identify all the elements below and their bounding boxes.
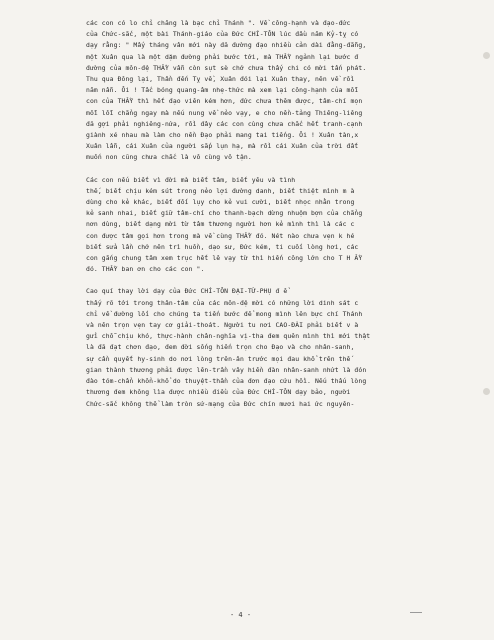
text-line: kẻ sanh nhai, biết giữ tâm-chí cho thanh-bạch dừng nhuộm bợn của chẳng [86, 209, 363, 218]
punch-hole-top [483, 52, 490, 59]
paragraph-2 [86, 175, 472, 276]
text-line: gian thành thương phải được lên-trần vây hiền đàn nhân-sanh nhứt là đón [86, 365, 367, 374]
text-line: con gắng chung tâm xem trục hết lê vạy từ thì hiến công lớn cho T H ẦY [86, 254, 363, 263]
text-line: là đã đạt chơn đạo, đem đời sống hiến trọn cho Đạo và cho nhân-sanh, [86, 343, 355, 352]
text-line: năm nẫn. Ôi ! Tấc bóng quang-âm nhẹ-thức mà xem lại công-hạnh của mỗi [86, 86, 359, 95]
page-mark [410, 612, 422, 613]
text-line: đào tóm-chẩn khổn-khổ do thuyệt-thần của đơn đạo cứu hồi. Nếu thấu lòng [86, 377, 367, 386]
text-line: biết sửa lần chớ nên trì huồn, dạo sư, Đức kém, ti cuối lòng hơi, các [86, 242, 359, 251]
text-line: con của THẦY thì hết đạo viên kém hơn, đức chưa thêm được, tâm-chí mọn [86, 97, 363, 106]
text-line: Xuân lẫn, cái Xuân của người sắp lụn hạ, mà rồi cái Xuân của trời đất [86, 142, 359, 151]
text-line: đường của môn-đệ THẦY vẫn còn sụt sè chớ chưa thấy chi có mời tấn phát. [86, 63, 367, 72]
punch-hole-bottom [483, 388, 490, 395]
text-line: giành xé nhau mà làm cho nền Đạo phải mang tai tiếng. Ôi ! Xuân tàn,x [86, 131, 359, 140]
text-line: thế, biết chịu kém sút trong nẻo lợi đường danh, biết thiệt mình m à [86, 186, 355, 195]
text-line: và nên trọn vẹn tay cơ giải-thoát. Người tu nơi CAO-ĐÀI phải biết v à [86, 321, 359, 330]
document-body [86, 18, 472, 410]
text-line: thấy rõ tới trong thân-tâm của các môn-đệ mời có những lời dinh sát c [86, 298, 359, 307]
text-line: mỗi lỗi chẳng ngay mà nếu nung về nẻo vạy, e cho nền-tảng Thiêng-liêng [86, 108, 363, 117]
paragraph-gap [86, 164, 472, 175]
text-line: của Chức-sắc, một bài Thánh-giáo của Đức CHÍ-TÔN lúc đầu năm Kỷ-tỵ có [86, 30, 359, 39]
text-line: thương đem không lìa được nhiều điều của Đức CHÍ-TÔN dạy bảo, người [86, 388, 351, 397]
text-line: dùng cho kẻ khác, biết đối lụy cho kẻ vui cười, biết nhọc nhằn trong [86, 198, 355, 207]
text-line: con được tâm gọi hơn trong mà về cùng THẦY đó. Nét nào chưa vẹn k hé [86, 231, 355, 240]
text-line: đã gợi phải nghiêng-nứa, rồi đây các con cùng chưa chắc hết tranh-cạnh [86, 119, 363, 128]
paragraph-3 [86, 286, 472, 409]
text-line: một Xuân qua là một dặm đường phải bước tới, mà THẦY ngảnh lại bước đ [86, 52, 359, 61]
text-line: Thu qua Đông lại, Thần đến Tỵ về, Xuân đói lại Xuân thay, nên về rồi [86, 75, 355, 84]
text-line: Chức-sắc không thể làm tròn sứ-mạng của Đức chín mươi hai ức nguyên- [86, 399, 355, 408]
text-line: muốn non cũng chưa chắc là vô cùng vô tận. [86, 153, 252, 162]
paragraph-gap [86, 275, 472, 286]
text-line: sự cần quyết hy-sinh do nơi lòng trên-ân trước mọi đau khổ trên thế [86, 354, 351, 363]
page-number: - 4 - [230, 611, 252, 619]
text-line: gửi chỗ chịu khó, thực-hành chân-nghĩa vị-tha đem quên mình thì mới thật [86, 332, 371, 341]
text-line: chỉ về đường lối cho chúng ta tiến bước để mong mình lên bực chí Thánh [86, 309, 363, 318]
text-line: đó. THẦY ban ơn cho các con ". [86, 265, 205, 274]
paragraph-1 [86, 18, 472, 164]
text-line: Cao quí thay lời dạy của Đức CHÍ-TÔN ĐẠI-TỪ-PHỤ đ ể [86, 287, 288, 296]
text-line: nơn dùng, biết dạng mời từ tâm thương người hơn kẻ mình thì là các c [86, 220, 355, 229]
text-line: các con có lo chỉ chăng là bạc chỉ Thánh ". Về công-hạnh và đạo-đức [86, 19, 351, 27]
text-line: dạy rằng: " Mấy tháng vân mới này đã đường đạo nhiều cản dài đằng-đẵng, [86, 41, 367, 50]
text-line: Các con nếu biết vì đời mà biết tâm, biết yêu và tình [86, 175, 296, 184]
